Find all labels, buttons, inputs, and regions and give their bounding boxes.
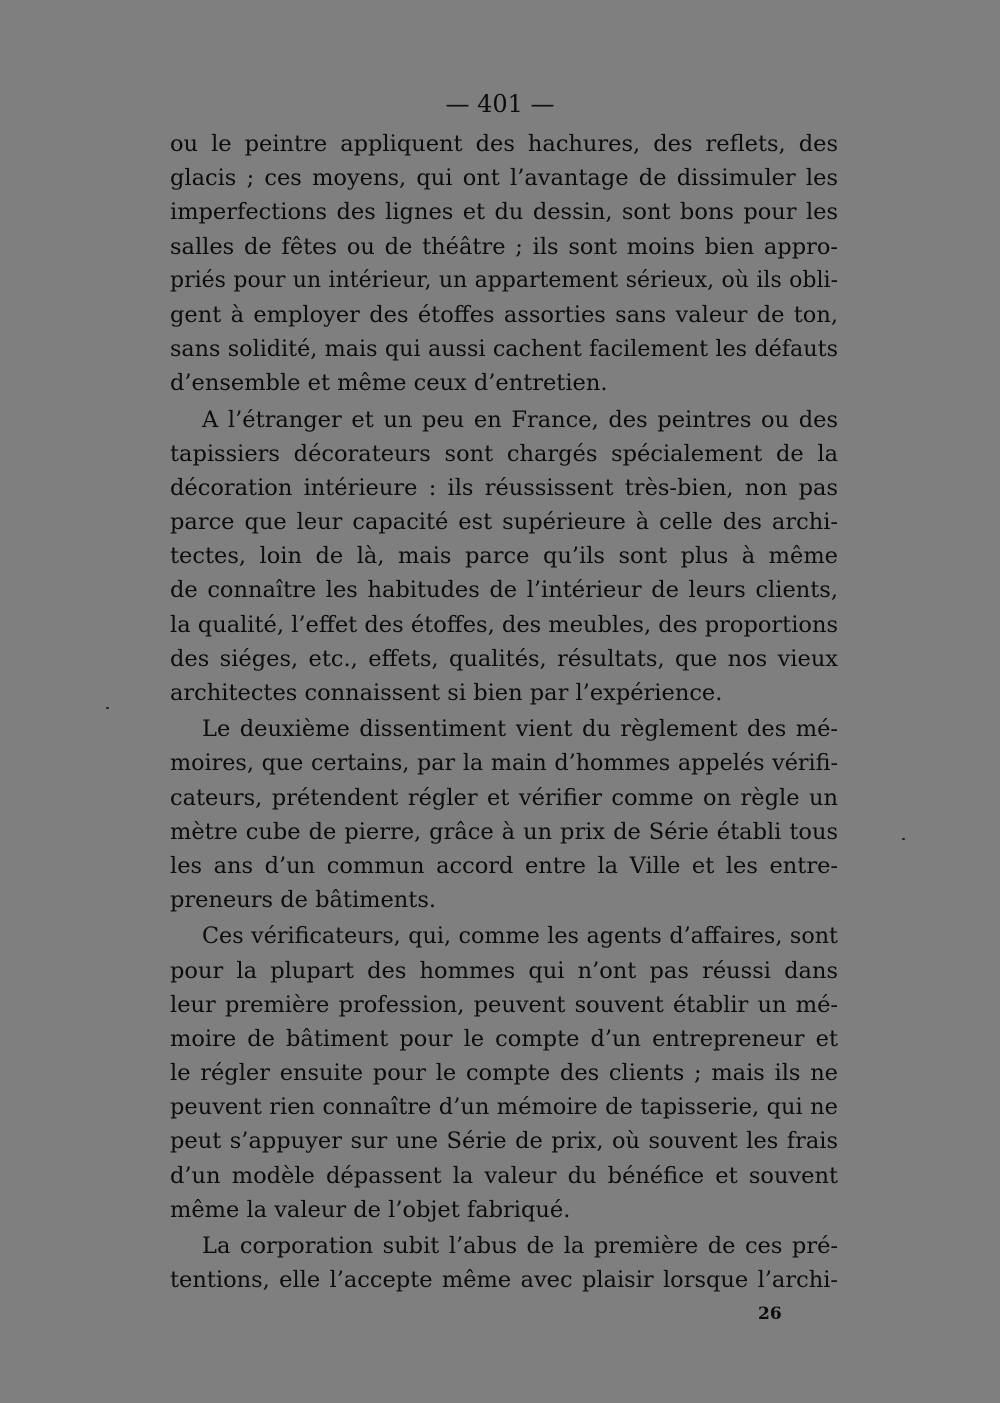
text-line: Le deuxième dissentiment vient du règlement des mé- — [202, 716, 838, 743]
text-line: Ces vérificateurs, qui, comme les agents d’affaires, sont — [202, 923, 838, 950]
text-line: salles de fêtes ou de théâtre ; ils sont moins bien appro- — [170, 233, 838, 260]
text-line: même la valeur de l’objet fabriqué. — [170, 1196, 571, 1223]
paragraph — [170, 919, 838, 1227]
text-line: glacis ; ces moyens, qui ont l’avantage de dissimuler les — [170, 165, 838, 192]
text-line: pour la plupart des hommes qui n’ont pas réussi dans — [170, 957, 838, 984]
text-line: sans solidité, mais qui aussi cachent facilement les défauts — [170, 336, 838, 363]
text-line: parce que leur capacité est supérieure à celle des archi- — [170, 509, 838, 536]
text-line: mètre cube de pierre, grâce à un prix de Série établi tous — [170, 818, 838, 845]
text-line: priés pour un intérieur, un appartement sérieux, où ils obli- — [170, 267, 838, 293]
text-line: d’un modèle dépassent la valeur du bénéfice et souvent — [170, 1162, 838, 1189]
text-line: ou le peintre appliquent des hachures, des reflets, des — [170, 131, 838, 157]
print-speck — [902, 838, 905, 840]
text-line: gent à employer des étoffes assorties sans valeur de ton, — [170, 301, 838, 328]
text-line: architectes connaissent si bien par l’expérience. — [170, 680, 723, 706]
text-line: leur première profession, peuvent souvent établir un mé- — [170, 991, 838, 1018]
text-line: preneurs de bâtiments. — [170, 887, 437, 914]
paragraph — [170, 712, 838, 917]
text-line: de connaître les habitudes de l’intérieur de leurs clients, — [170, 577, 838, 604]
text-line: d’ensemble et même ceux d’entretien. — [170, 370, 608, 397]
text-line: le régler ensuite pour le compte des clients ; mais ils ne — [170, 1060, 838, 1087]
text-line: peuvent rien connaître d’un mémoire de tapisserie, qui ne — [170, 1094, 838, 1121]
text-line: tectes, loin de là, mais parce qu’ils sont plus à même — [170, 543, 838, 570]
paragraph — [170, 127, 838, 401]
signature-mark: 26 — [758, 1304, 782, 1324]
page-number: — 401 — — [445, 90, 555, 118]
paragraph — [170, 1229, 838, 1297]
text-line: moires, que certains, par la main d’hommes appelés vérifi- — [170, 750, 838, 777]
text-line: tapissiers décorateurs sont chargés spécialement de la — [170, 440, 838, 467]
text-line: les ans d’un commun accord entre la Ville et les entre- — [170, 852, 838, 879]
text-line: A l’étranger et un peu en France, des peintres ou des — [202, 406, 838, 433]
text-line: la qualité, l’effet des étoffes, des meubles, des proportions — [170, 611, 838, 638]
body-text — [170, 127, 838, 1297]
text-line: moire de bâtiment pour le compte d’un entrepreneur et — [170, 1025, 838, 1052]
text-line: peut s’appuyer sur une Série de prix, où souvent les frais — [170, 1128, 838, 1155]
text-line: cateurs, prétendent régler et vérifier comme on règle un — [170, 784, 838, 811]
text-line: imperfections des lignes et du dessin, sont bons pour les — [170, 199, 838, 226]
text-line: décoration intérieure : ils réussissent très-bien, non pas — [170, 474, 838, 501]
text-line: La corporation subit l’abus de la première de ces pré- — [202, 1233, 838, 1259]
text-line: des siéges, etc., effets, qualités, résultats, que nos vieux — [170, 645, 838, 672]
paragraph — [170, 403, 838, 711]
text-line: tentions, elle l’accepte même avec plaisir lorsque l’archi- — [170, 1267, 838, 1294]
print-speck — [106, 707, 109, 709]
